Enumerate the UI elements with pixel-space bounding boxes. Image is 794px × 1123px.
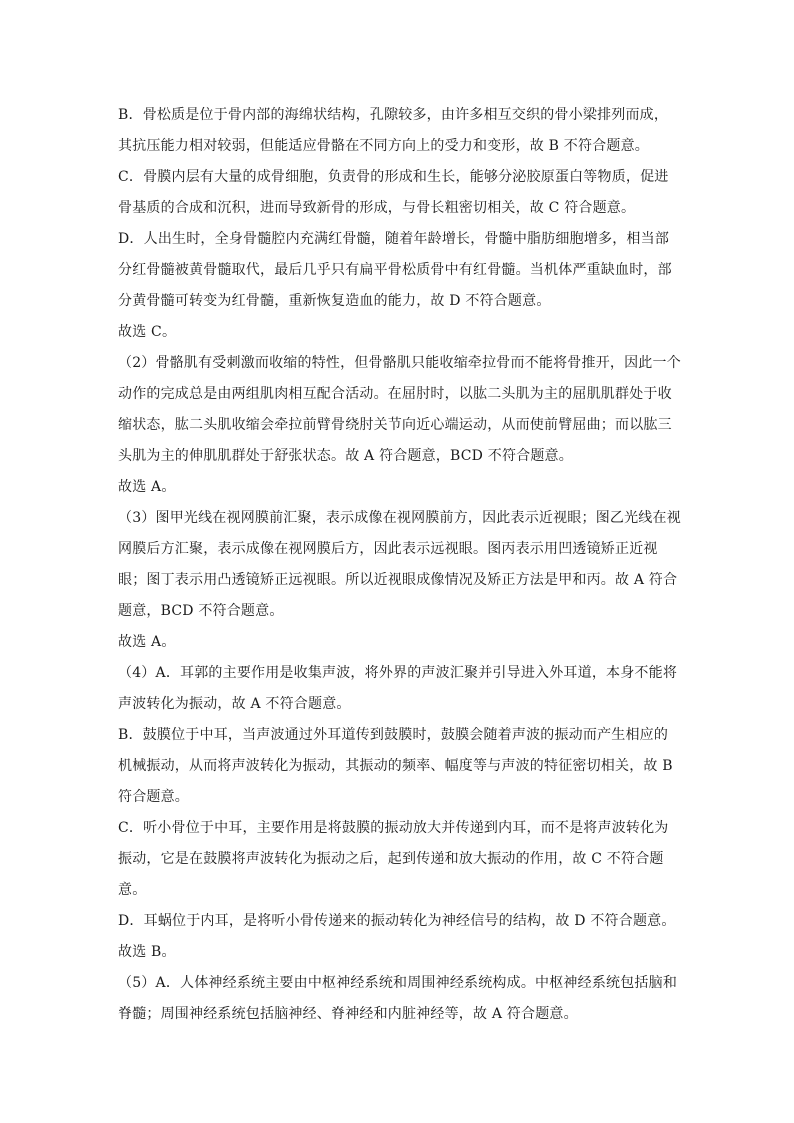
text-line: 故选 B。 <box>118 944 176 960</box>
paragraph-question-2 <box>118 348 681 472</box>
text-line: （3）图甲光线在视网膜前汇聚，表示成像在视网膜前方，因此表示近视眼；图乙光线在视 <box>118 510 681 526</box>
paragraph-question-3 <box>118 503 681 627</box>
text-line: 符合题意。 <box>118 789 189 805</box>
text-line: 分黄骨髓可转变为红骨髓，重新恢复造血的能力，故 D 不符合题意。 <box>118 293 551 309</box>
paragraph-option-b-spongy-bone <box>118 100 678 162</box>
paragraph-question-5-option-a <box>118 968 678 1030</box>
text-line: B．骨松质是位于骨内部的海绵状结构，孔隙较多，由许多相互交织的骨小梁排列而成， <box>118 107 669 123</box>
text-line: （5）A．人体神经系统主要由中枢神经系统和周围神经系统构成。中枢神经系统包括脑和 <box>118 975 678 991</box>
paragraph-question-4-option-c <box>118 813 678 906</box>
paragraph-question-4-option-b <box>118 720 678 813</box>
answer-conclusion-3 <box>118 627 678 658</box>
text-line: （2）骨骼肌有受刺激而收缩的特性，但骨骼肌只能收缩牵拉骨而不能将骨推开，因此一个 <box>118 355 681 371</box>
text-line: 题意，BCD 不符合题意。 <box>118 603 284 619</box>
answer-explanation-text <box>118 100 681 1030</box>
text-line: 振动，它是在鼓膜将声波转化为振动之后，起到传递和放大振动的作用，故 C 不符合题 <box>118 851 664 867</box>
text-line: 网膜后方汇聚，表示成像在视网膜后方，因此表示远视眼。图丙表示用凹透镜矫正近视 <box>118 541 658 557</box>
text-line: 机械振动，从而将声波转化为振动，其振动的频率、幅度等与声波的特征密切相关，故 B <box>118 758 673 774</box>
text-line: 其抗压能力相对较弱，但能适应骨骼在不同方向上的受力和变形，故 B 不符合题意。 <box>118 138 649 154</box>
text-line: B．鼓膜位于中耳，当声波通过外耳道传到鼓膜时，鼓膜会随着声波的振动而产生相应的 <box>118 727 669 743</box>
text-line: C．骨膜内层有大量的成骨细胞，负责骨的形成和生长，能够分泌胶原蛋白等物质，促进 <box>118 169 669 185</box>
paragraph-question-4-option-a <box>118 658 678 720</box>
text-line: 头肌为主的伸肌肌群处于舒张状态。故 A 符合题意，BCD 不符合题意。 <box>118 448 573 464</box>
paragraph-question-4-option-d <box>118 906 678 937</box>
answer-conclusion-1 <box>118 317 678 348</box>
text-line: 声波转化为振动，故 A 不符合题意。 <box>118 696 351 712</box>
text-line: 动作的完成总是由两组肌肉相互配合活动。在屈肘时，以肱二头肌为主的屈肌肌群处于收 <box>118 386 672 402</box>
text-line: 分红骨髓被黄骨髓取代，最后几乎只有扁平骨松质骨中有红骨髓。当机体严重缺血时，部 <box>118 262 672 278</box>
text-line: 意。 <box>118 882 147 898</box>
text-line: 骨基质的合成和沉积，进而导致新骨的形成，与骨长粗密切相关，故 C 符合题意。 <box>118 200 636 216</box>
text-line: 故选 C。 <box>118 324 177 340</box>
text-line: D．耳蜗位于内耳，是将听小骨传递来的振动转化为神经信号的结构，故 D 不符合题意。 <box>118 913 676 929</box>
answer-conclusion-2 <box>118 472 678 503</box>
text-line: C．听小骨位于中耳，主要作用是将鼓膜的振动放大并传递到内耳，而不是将声波转化为 <box>118 820 669 836</box>
text-line: 缩状态，肱二头肌收缩会牵拉前臂骨绕肘关节向近心端运动，从而使前臂屈曲；而以肱三 <box>118 417 672 433</box>
text-line: D．人出生时，全身骨髓腔内充满红骨髓，随着年龄增长，骨髓中脂肪细胞增多，相当部 <box>118 231 670 247</box>
text-line: 眼；图丁表示用凸透镜矫正远视眼。所以近视眼成像情况及矫正方法是甲和丙。故 A 符合 <box>118 572 678 588</box>
text-line: 脊髓；周围神经系统包括脑神经、脊神经和内脏神经等，故 A 符合题意。 <box>118 1006 578 1022</box>
paragraph-option-d-marrow <box>118 224 678 317</box>
answer-conclusion-4 <box>118 937 678 968</box>
text-line: 故选 A。 <box>118 634 176 650</box>
paragraph-option-c-periosteum <box>118 162 678 224</box>
text-line: 故选 A。 <box>118 479 176 495</box>
text-line: （4）A．耳郭的主要作用是收集声波，将外界的声波汇聚并引导进入外耳道，本身不能将 <box>118 665 678 681</box>
